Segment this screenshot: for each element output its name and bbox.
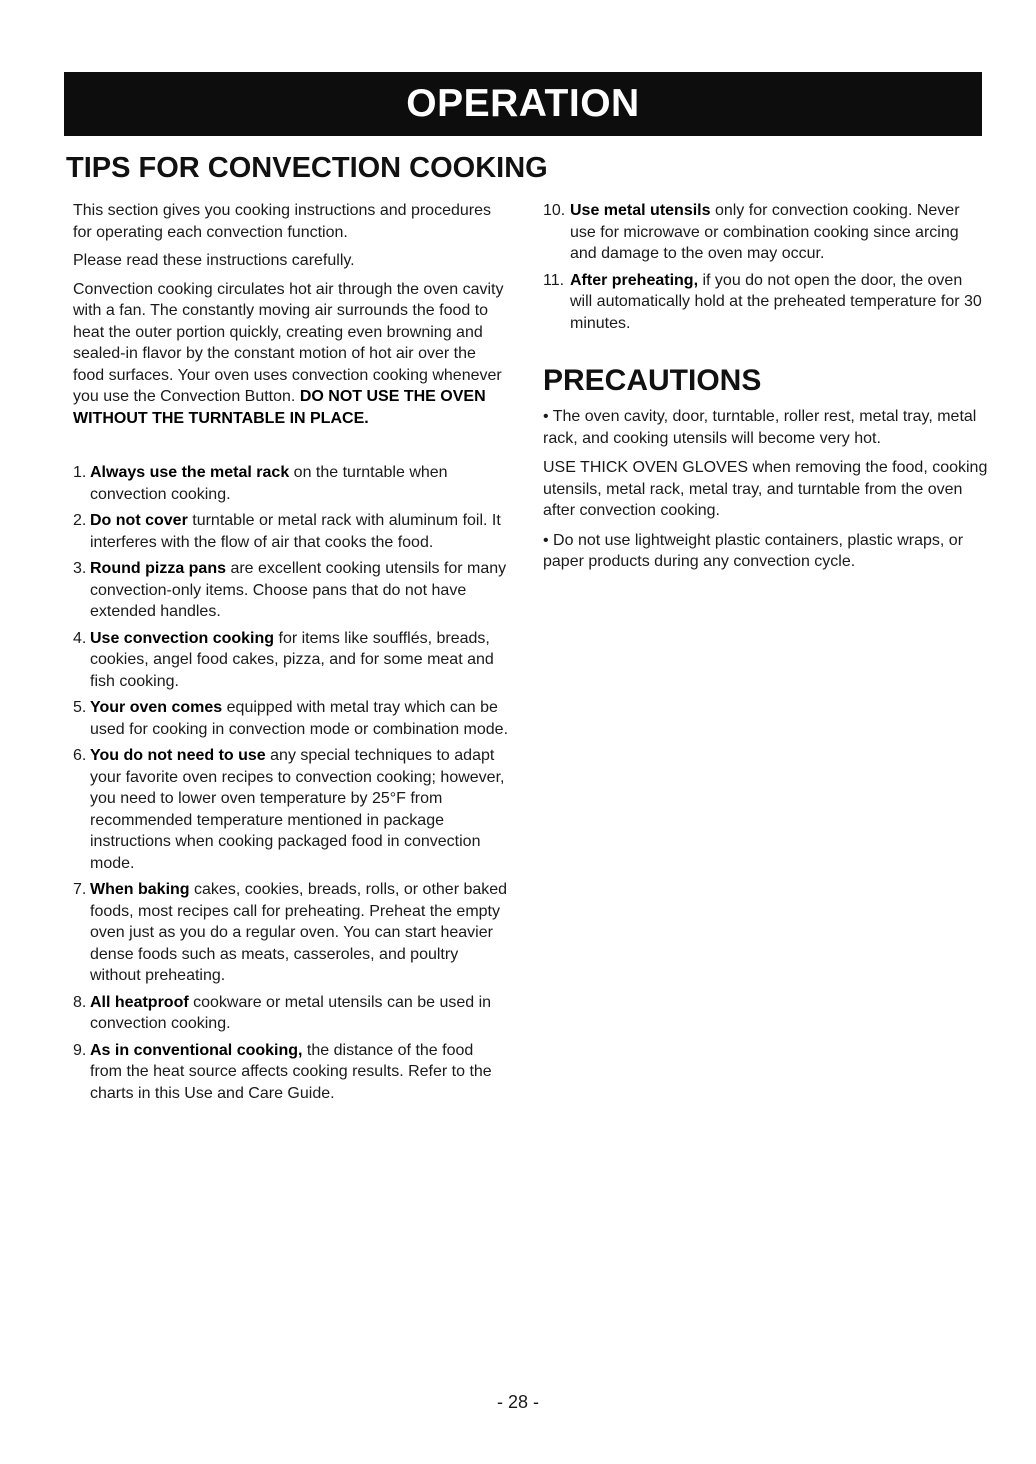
tips-intro-1: This section gives you cooking instructions and procedures for operating each convection function. [73, 202, 491, 241]
precautions-body [543, 406, 988, 581]
banner-title: OPERATION [406, 82, 640, 125]
list-item: 9. As in conventional cooking, the distance of the food from the heat source affects cooking results. Refer to the charts in this Use and Care Guide. [73, 1041, 492, 1102]
list-item: 10. Use metal utensils only for convection cooking. Never use for microwave or combination cooking since arcing and damage to the oven may occur. [543, 202, 960, 262]
list-item: 7. When baking cakes, cookies, breads, rolls, or other baked foods, most recipes call for preheating. Preheat the empty oven just as you do a regular oven. You can start heavier dense foods such as meats, casseroles, and poultry without preheating. [73, 881, 508, 984]
tips-intro-2: Please read these instructions carefully. [73, 252, 355, 269]
precautions-title: PRECAUTIONS [543, 364, 762, 397]
turntable-warning: DO NOT USE THE OVEN WITHOUT THE TURNTABLE IN PLACE. [73, 388, 486, 427]
tips-title: TIPS FOR CONVECTION COOKING [66, 152, 548, 184]
precaution-3: • Do not use lightweight plastic containers, plastic wraps, or paper products during any convection cycle. [543, 531, 964, 570]
tips-list [73, 462, 509, 1104]
list-item: 1. Always use the metal rack on the turntable when convection cooking. [73, 464, 448, 503]
section-banner [64, 72, 982, 136]
tips-left-column [73, 200, 509, 1109]
tips-right-column [543, 200, 988, 339]
list-item: 2. Do not cover turntable or metal rack with aluminum foil. It interferes with the flow of air that cooks the food. [73, 512, 501, 551]
page-number: - 28 - [496, 1392, 539, 1412]
list-item: 4. Use convection cooking for items like soufflés, breads, cookies, angel food cakes, pizza, and for some meat and fish cooking. [73, 629, 494, 690]
list-item: 3. Round pizza pans are excellent cooking utensils for many convection-only items. Choose pans that do not have extended handles. [73, 560, 507, 620]
tips-intro-3: Convection cooking circulates hot air through the oven cavity with a fan. The constantly moving air surrounds the food to heat the outer portion quickly, creating even browning and sealed-in flavor by the constant motion of hot air over the food surfaces. Your oven uses convection cooking whenever you use the Convection Button. DO NOT USE THE OVEN WITHOUT THE TURNTABLE IN PLACE. [73, 280, 504, 427]
list-item: 5. Your oven comes equipped with metal tray which can be used for cooking in convection mode or combination mode. [73, 699, 509, 738]
precaution-2: USE THICK OVEN GLOVES when removing the food, cooking utensils, metal rack, metal tray, and turntable from the oven after convection cooking. [543, 459, 988, 519]
list-item: 6. You do not need to use any special techniques to adapt your favorite oven recipes to convection cooking; however, you need to lower oven temperature by 25°F from recommended temperature mentioned in package instructions when cooking packaged food in convection mode. [73, 747, 505, 872]
tips-list-continued [543, 200, 988, 334]
list-item: 8. All heatproof cookware or metal utensils can be used in convection cooking. [73, 993, 492, 1032]
list-item: 11. After preheating, if you do not open the door, the oven will automatically hold at the preheated temperature for 30 minutes. [543, 271, 982, 332]
precaution-1: • The oven cavity, door, turntable, roller rest, metal tray, metal rack, and cooking utensils will become very hot. [543, 408, 977, 447]
